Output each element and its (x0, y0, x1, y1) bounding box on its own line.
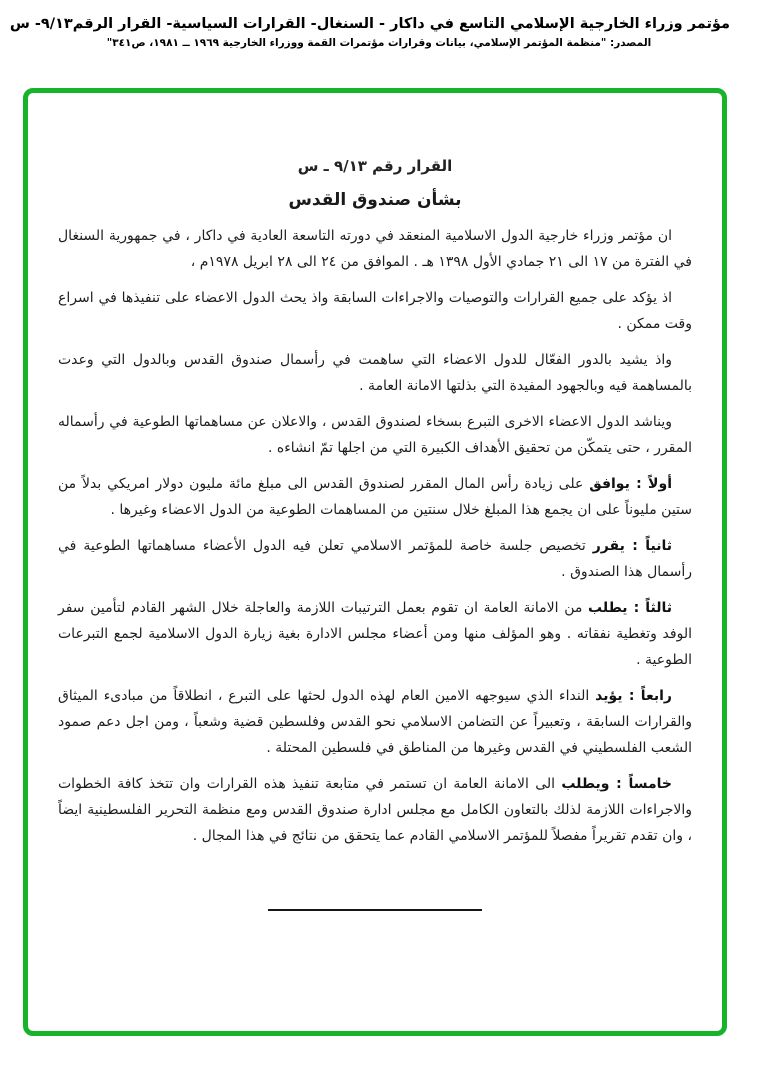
paragraph-clause-second (58, 533, 692, 585)
document-frame (23, 88, 727, 1036)
paragraph-lead: ثانياً : يقرر (592, 538, 672, 554)
paragraph-lead: أولاً : يوافق (589, 476, 672, 492)
paragraph-text: ويناشد الدول الاعضاء الاخرى التبرع بسخاء لصندوق القدس ، والاعلان عن مساهماتها الطوعية في رأسماله المقرر ، حتى يتمكّن من تحقيق الأهداف الكبيرة التي من اجلها تمّ انشاءه . (58, 414, 692, 456)
header-source-citation: المصدر: "منظمة المؤتمر الإسلامي، بيانات وقرارات مؤتمرات القمة ووزراء الخارجية ١٩٦٩ ــ ١٩٨١، ص٣٤١" (106, 37, 652, 49)
paragraph-text: النداء الذي سيوجهه الامين العام لهذه الدول لحثها على التبرع ، انطلاقاً من مبادىء الميثاق والقرارات السابقة ، وتعبيراً عن التضامن الاسلامي نحو القدس وفلسطين قضية وشعباً ، ومن اجل دعم صمود الشعب الفلسطيني في القدس وغيرها من المناطق في فلسطين المحتلة . (58, 688, 692, 756)
end-divider (268, 909, 482, 911)
paragraph-preamble-1 (58, 223, 692, 275)
paragraph-text: واذ يشيد بالدور الفعّال للدول الاعضاء التي ساهمت في رأسمال صندوق القدس وبالدول التي وعدت بالمساهمة فيه وبالجهود المفيدة التي بذلتها الامانة العامة . (58, 352, 692, 394)
paragraph-clause-third (58, 595, 692, 673)
resolution-number-title: القرار رقم ٩/١٣ ـ س (297, 157, 453, 175)
paragraph-clause-fifth (58, 771, 692, 849)
paragraph-clause-first (58, 471, 692, 523)
paragraph-text: اذ يؤكد على جميع القرارات والتوصيات والاجراءات السابقة واذ يحث الدول الاعضاء على تنفيذها في اسراع وقت ممكن . (58, 290, 692, 332)
paragraph-text: على زيادة رأس المال المقرر لصندوق القدس الى مبلغ مائة مليون دولار امريكي بدلاً من ستين مليوناً على ان يجمع هذا المبلغ خلال سنتين من المساهمات الطوعية من الدول الاعضاء وغيرها . (58, 476, 692, 518)
header-conference-title: مؤتمر وزراء الخارجية الإسلامي التاسع في داكار - السنغال- القرارات السياسية- القرار الرقم٩/١٣- س (9, 16, 730, 32)
paragraph-lead: رابعاً : يؤيد (595, 688, 672, 704)
paragraph-lead: خامساً : ويطلب (561, 776, 672, 792)
resolution-subject-title: بشأن صندوق القدس (288, 190, 462, 210)
paragraph-text: ان مؤتمر وزراء خارجية الدول الاسلامية المنعقد في دورته التاسعة العادية في داكار ، في جمهورية السنغال في الفترة من ١٧ الى ٢١ جمادي الأول ١٣٩٨ هـ . الموافق من ٢٤ الى ٢٨ ابريل ١٩٧٨م ، (58, 228, 692, 270)
paragraph-text: من الامانة العامة ان تقوم بعمل الترتيبات اللازمة والعاجلة خلال الشهر القادم لتأمين سفر الوفد وتغطية نفقاته . وهو المؤلف منها ومن أعضاء مجلس الادارة بغية زيارة الدول الاسلامية لجمع التبرعات الطوعية . (58, 600, 692, 668)
paragraph-clause-fourth (58, 683, 692, 761)
paragraph-text: الى الامانة العامة ان تستمر في متابعة تنفيذ هذه القرارات وان تتخذ كافة الخطوات والاجراءات اللازمة لذلك بالتعاون الكامل مع مجلس ادارة صندوق القدس ومع منظمة التحرير الفلسطينية ايضاً ، وان تقدم تقريراً مفصلاً للمؤتمر الاسلامي القادم عما يتحقق من نتائج في هذا المجال . (58, 776, 692, 844)
paragraph-lead: ثالثاً : يطلب (588, 600, 672, 616)
document-header (9, 16, 730, 49)
paragraph-preamble-2 (58, 285, 692, 337)
paragraph-preamble-3 (58, 347, 692, 399)
paragraph-preamble-4 (58, 409, 692, 461)
paragraph-text: تخصيص جلسة خاصة للمؤتمر الاسلامي تعلن فيه الدول الأعضاء مساهماتها الطوعية في رأسمال هذا الصندوق . (58, 538, 692, 580)
